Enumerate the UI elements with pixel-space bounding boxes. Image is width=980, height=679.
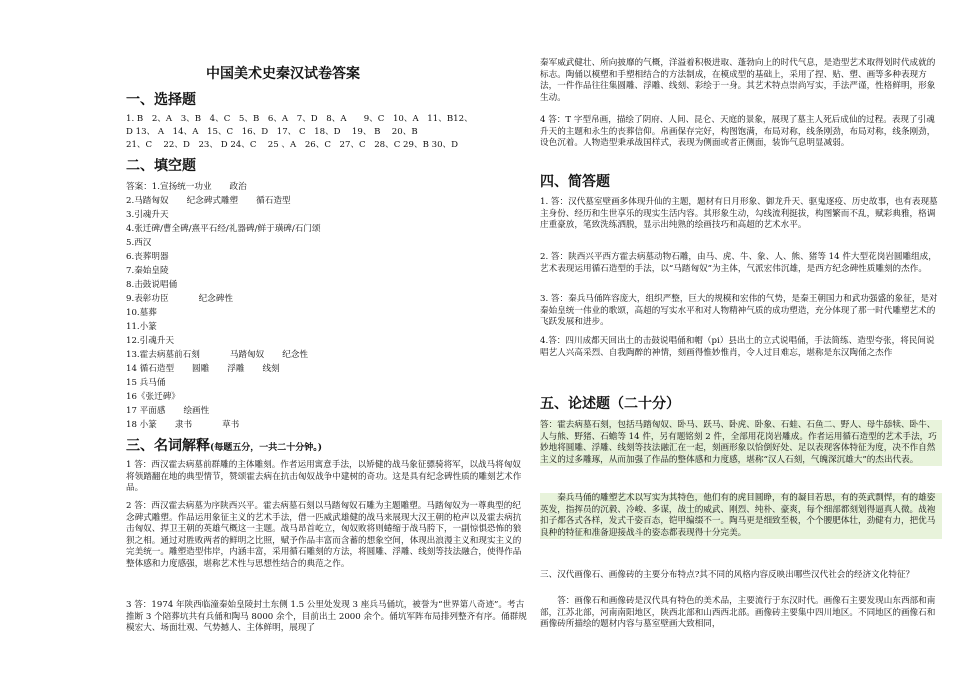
essay-answer: 秦兵马俑的雕塑艺术以写实为其特色，他们有的虎目圆睁，有的凝目若思，有的英武剽悍，有的雄姿英发，指挥员的沉毅、冷峻、多谋，战士的威武、刚烈、纯朴、豪爽，每个细部都刻划得逼真人微。战袍扣子都各式各样，发式千姿百态，铠甲编缀不一。陶马更是细致至极，个个腰肥体壮，劲健有力，把优马良种的特征和准备迎接战斗的姿态都表现得十分完美。 bbox=[540, 493, 942, 539]
essay-answer: 答：霍去病墓石刻，包括马踏匈奴、卧马、跃马、卧虎、卧象、石蛙、石鱼二、野人、母牛舔犊、卧牛、人与熊、野猪、石蟾等 14 件，另有题铭刻 2 件，全部用花岗岩雕成。作者运用循石造型的艺术手法，巧妙地将圆雕、浮雕、线刻等技法融汇在一起，刻画形象以恰倒好处、足以表现客体特征为度，决不作自然主义的过多雕琢，从而加强了作品的整体感和力度感，堪称“汉人石刻，气魄深沉雄大”的杰出代表。 bbox=[540, 420, 942, 466]
fill-answer: 8.击鼓说唱俑 bbox=[126, 280, 178, 290]
section-heading-short: 四、简答题 bbox=[540, 174, 610, 190]
term-answer: 4 答：T 字型帛画，描绘了阴府、人间、昆仑、天庭的景象，展现了墓主人死后成仙的过程。表现了引魂升天的主题和永生的丧葬信仰。帛画保存完好，构图饱满，布局对称，线条刚劲，布局对称，线条刚劲，设色沉着。人物造型秉承战国样式，表现为侧面或者正侧面，装饰气息明显减弱。 bbox=[540, 115, 936, 148]
fill-answer: 13.霍去病墓前石刻 马踏匈奴 纪念性 bbox=[126, 350, 309, 360]
choice-line: D 13、 A 14、A 15、C 16、D 17、 C 18、D 19、 B 20、B bbox=[126, 127, 418, 137]
choice-line: 21、C 22、D 23、 D 24、C 25 、A 26、C 27、C 28、C 29、B 30、D bbox=[126, 140, 459, 150]
fill-answer: 7.秦始皇陵 bbox=[126, 266, 169, 276]
fill-answer: 答案：1.宣扬统一功业 政治 bbox=[126, 182, 247, 192]
short-answer: 2. 答：陕西兴平西方霍去病墓动物石雕，由马、虎、牛、象、人、熊、猪等 14 件大型花岗岩圆雕组成，艺术表现运用循石造型的手法，以“马踏匈奴”为主体，气派宏伟沉雄，是西方纪念碑性质雕刻的杰作。 bbox=[540, 252, 937, 274]
section-heading-fill: 二、填空题 bbox=[126, 158, 196, 174]
fill-answer: 11.小篆 bbox=[126, 322, 157, 332]
section-heading-choice: 一、选择题 bbox=[126, 92, 196, 108]
essay-answer: 答：画像石和画像砖是汉代具有特色的美术品，主要流行于东汉时代。画像石主要发现山东西部和南部，江苏北部，河南南阳地区，陕西北部和山西西北部。画像砖主要集中四川地区。不同地区的画像石和画像砖所描绘的题材内容与墓室壁画大致相同， bbox=[540, 596, 936, 629]
fill-answer: 9.表彰功臣 纪念碑性 bbox=[126, 294, 233, 304]
short-answer: 4.答：四川成都天回出土的击鼓说唱俑和帽（pi）县出土的立式说唱俑，手法简练、造型夸张，将民间说唱艺人兴高采烈、自我陶醉的神情，刻画得惟妙惟肖，令人过目难忘，堪称是东汉陶俑之杰作 bbox=[540, 336, 935, 358]
essay-question: 三、汉代画像石、画像砖的主要分布特点?其不同的风格内容反映出哪些汉代社会的经济文化特征？ bbox=[540, 570, 915, 580]
fill-answer: 3.引魂升天 bbox=[126, 210, 169, 220]
page-title: 中国美术史秦汉试卷答案 bbox=[206, 66, 360, 82]
section-note: (每题五分，一共二十分钟。) bbox=[210, 443, 323, 453]
fill-answer: 16《张迁碑》 bbox=[126, 392, 180, 402]
choice-line: 1. B 2、A 3、B 4、C 5、B 6、A 7、D 8、A 9、C 10、A 11、B12、 bbox=[126, 114, 473, 124]
short-answer: 1. 答：汉代墓室壁画多体现升仙的主题，题材有日月形象、御龙升天、驱鬼逐疫、历史故事，也有表现墓主身份、经历和生世享乐的现实生活内容。其形象生动，勾线流利挺拔，构图繁而不乱，赋彩典雅，格调庄重豪放，笔致洗练洒脱，显示出纯熟的绘画技巧和高超的艺术水平。 bbox=[540, 197, 938, 230]
term-answer: 3 答：1974 年陕西临潼秦始皇陵封土东侧 1.5 公里处发现 3 座兵马俑坑，被誉为“世界第八奇迹”。考古推断 3 个陪葬坑共有兵俑和陶马 8000 余个，目前出土 2000 余个。俑坑军阵布局排列整齐有序。俑群规模宏大、场面壮观、气势撼人、主体鲜明，展现了 bbox=[126, 600, 527, 633]
term-answer: 1 答：西汉霍去病墓前群雕的主体雕刻。作者运用寓意手法，以矫健的战马象征骠骑将军，以战马将匈奴将领踏翻在地的典型情节，赞颂霍去病在抗击匈奴战争中建树的奇功。这是具有纪念碑性质的雕刻艺术作品。 bbox=[126, 460, 522, 493]
short-answer: 3. 答：秦兵马俑阵容庞大，组织严整，巨大的规模和宏伟的气势，是秦王朝国力和武功强盛的象征，是对秦始皇统一伟业的歌颂，高超的写实水平和对人物精神气质的成功塑造，充分体现了那一时代雕塑艺术的飞跃发展和进步。 bbox=[540, 294, 938, 327]
section-heading-essay: 五、论述题（二十分） bbox=[540, 396, 680, 412]
section-heading-terms: 三、名词解释(每题五分，一共二十分钟。) bbox=[126, 438, 323, 454]
fill-answer: 14 循石造型 圆雕 浮雕 线刻 bbox=[126, 364, 280, 374]
fill-answer: 4.张迁碑/曹全碑/熹平石经/礼器碑/鲜于璜碑/石门颂 bbox=[126, 224, 321, 234]
fill-answer: 17 平面感 绘画性 bbox=[126, 406, 210, 416]
term-answer: 2 答：西汉霍去病墓为序陕西兴平。霍去病墓石刻以马踏匈奴石雕为主题雕塑。马踏匈奴为一尊典型的纪念碑式雕塑。作品运用象征主义的艺术手法，借一匹威武雄健的战马来展现大汉王朝的枪声以及霍去病抗击匈奴、捍卫王朝的英雄气概这一主题。战马昂首屹立，匈奴败将则蜷缩于战马胯下，一副惊惧恐怖的狼狈之相。通过对胜败两者的鲜明之比照，赋予作品丰富而含蓄的想象空间，体现出浪漫主义和现实主义的完美统一。雕塑造型伟岸，内涵丰富，采用循石雕刻的方法，将圆雕、浮雕、线刻等技法融合，使得作品整体感和力度感强，堪称艺术性与思想性结合的典范之作。 bbox=[126, 501, 522, 569]
fill-answer: 15 兵马俑 bbox=[126, 378, 166, 388]
fill-answer: 2.马踏匈奴 纪念碑式雕塑 循石造型 bbox=[126, 196, 291, 206]
fill-answer: 12.引魂升天 bbox=[126, 336, 175, 346]
term-answer-continued: 秦军威武健壮、所向披靡的气概，洋溢着积极进取、蓬勃向上的时代气息，是造型艺术取得划时代成就的标志。陶俑以模塑和手塑相结合的方法制成，在模成型的基础上，采用了捏、贴、塑、画等多种表现方法，一件作品往往集圆雕、浮雕、线刻、彩绘于一身。其艺术特点崇尚写实，手法严谨，性格鲜明，形象生动。 bbox=[540, 58, 936, 103]
fill-answer: 6.丧葬明器 bbox=[126, 252, 169, 262]
fill-answer: 10.墓葬 bbox=[126, 308, 157, 318]
fill-answer: 18 小篆 隶书 草书 bbox=[126, 420, 240, 430]
fill-answer: 5.西汉 bbox=[126, 238, 152, 248]
